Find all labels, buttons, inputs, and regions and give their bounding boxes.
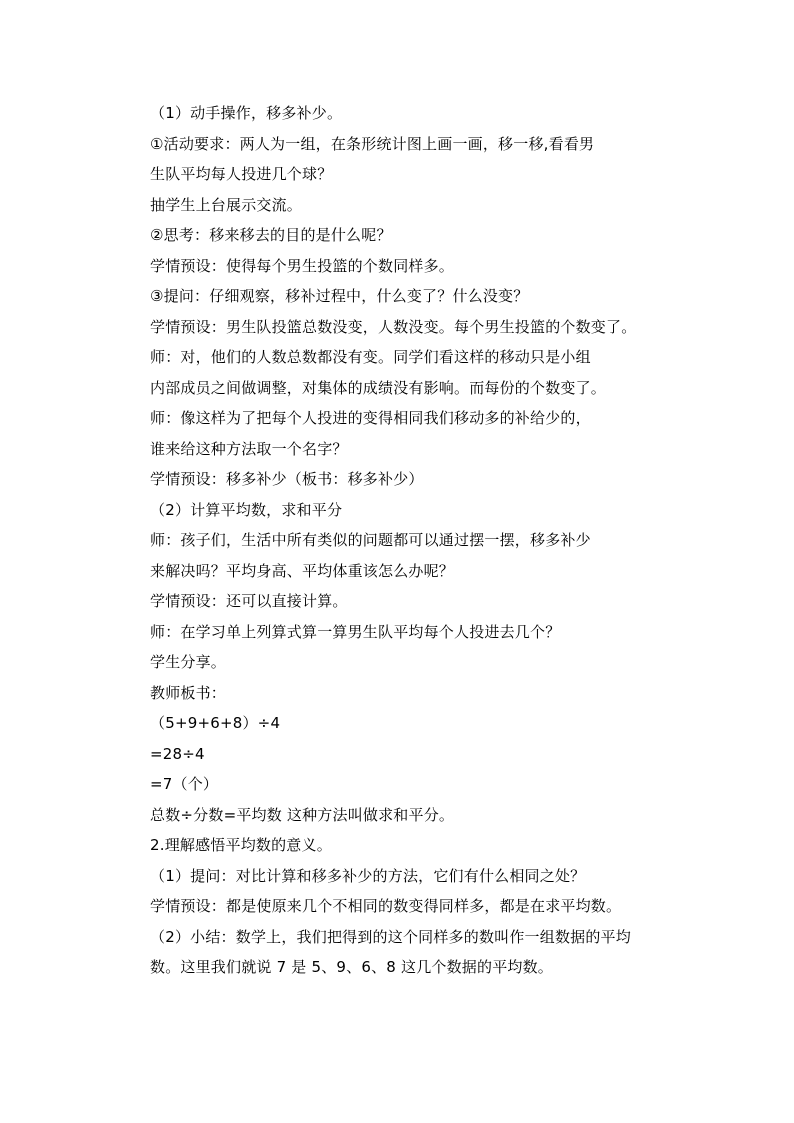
document-body — [150, 98, 670, 983]
activity-requirement-cont: 生队平均每人投进几个球？ — [150, 165, 333, 183]
board-heading: 教师板书： — [150, 683, 227, 702]
expected-answer: 学情预设：男生队投篮总数没变，人数没变。每个男生投篮的个数变了。 — [150, 317, 637, 336]
formula-line: =28÷4 — [150, 744, 205, 763]
expected-answer: 学情预设：都是使原来几个不相同的数变得同样多，都是在求平均数。 — [150, 897, 622, 915]
section-heading: （2）计算平均数，求和平分 — [150, 500, 343, 519]
teacher-remark-cont: 来解决吗？平均身高、平均体重该怎么办呢？ — [150, 561, 455, 580]
ask-question: （1）提问：对比计算和移多补少的方法，它们有什么相同之处？ — [150, 866, 586, 885]
ask-question: ③提问：仔细观察，移补过程中，什么变了？什么没变？ — [150, 287, 529, 305]
teacher-remark-cont: 谁来给这种方法取一个名字？ — [150, 439, 348, 458]
expected-answer: 学情预设：使得每个男生投篮的个数同样多。 — [150, 256, 455, 275]
expected-answer: 学情预设：还可以直接计算。 — [150, 592, 348, 610]
summary-line: （2）小结：数学上，我们把得到的这个同样多的数叫作一组数据的平均 — [150, 927, 631, 946]
formula-summary: 总数÷分数=平均数 这种方法叫做求和平分。 — [150, 805, 455, 824]
activity-heading: （1）动手操作，移多补少。 — [150, 104, 343, 122]
teacher-remark: 师：对，他们的人数总数都没有变。同学们看这样的移动只是小组 — [150, 348, 591, 366]
think-question: ②思考：移来移去的目的是什么呢？ — [150, 226, 392, 244]
section-heading: 2.理解感悟平均数的意义。 — [150, 836, 332, 854]
formula-line: =7（个） — [150, 775, 219, 793]
expected-answer: 学情预设：移多补少（板书：移多补少） — [150, 470, 424, 488]
teacher-remark: 师：像这样为了把每个人投进的变得相同我们移动多的补给少的， — [150, 409, 591, 427]
teacher-remark: 师：孩子们，生活中所有类似的问题都可以通过摆一摆，移多补少 — [150, 531, 591, 549]
formula-line: （5+9+6+8）÷4 — [150, 714, 281, 732]
text-line: 抽学生上台展示交流。 — [150, 195, 303, 214]
text-line: 学生分享。 — [150, 653, 227, 671]
teacher-remark: 师：在学习单上列算式算一算男生队平均每个人投进去几个？ — [150, 622, 561, 641]
activity-requirement: ①活动要求：两人为一组，在条形统计图上画一画，移一移,看看男 — [150, 134, 595, 153]
teacher-remark-cont: 内部成员之间做调整，对集体的成绩没有影响。而每份的个数变了。 — [150, 378, 607, 397]
summary-line-cont: 数。这里我们就说 7 是 5、9、6、8 这几个数据的平均数。 — [150, 958, 553, 976]
